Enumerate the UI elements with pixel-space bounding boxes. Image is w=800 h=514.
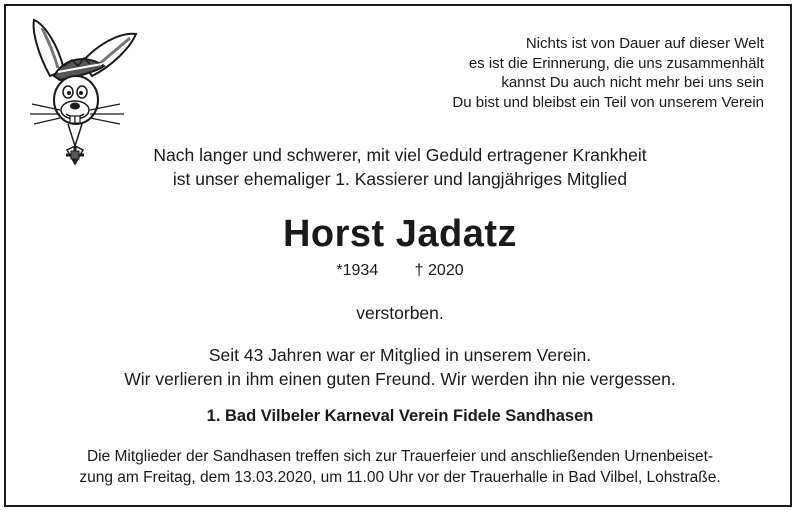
intro-line-1: Nach langer und schwerer, mit viel Geduld ertragener Krankheit: [153, 145, 647, 165]
poem-line: Du bist und bleibst ein Teil von unserem Verein: [452, 93, 764, 111]
intro-line-2: ist unser ehemaliger 1. Kassierer und langjähriges Mitglied: [172, 169, 628, 189]
notice-line-2: zung am Freitag, dem 13.03.2020, um 11.00 Uhr vor der Trauerhalle in Bad Vilbel, Lohstraße.: [79, 469, 721, 486]
club-name: 1. Bad Vilbeler Karneval Verein Fidele Sandhasen: [206, 407, 594, 425]
poem: [344, 34, 764, 112]
birth-year: *1934: [336, 262, 379, 279]
poem-line: Nichts ist von Dauer auf dieser Welt: [525, 35, 764, 52]
tribute-line-1: Seit 43 Jahren war er Mitglied in unserem Verein.: [208, 345, 592, 365]
notice-line-1: Die Mitglieder der Sandhasen treffen sich zur Trauerfeier und anschließenden Urnenbeiset-: [86, 448, 714, 465]
deceased-name: Horst Jadatz: [282, 213, 518, 255]
intro-text: [0, 143, 800, 191]
death-year: † 2020: [414, 262, 464, 279]
poem-line: es ist die Erinnerung, die uns zusammenhält: [468, 54, 764, 72]
tribute-line-2: Wir verlieren in ihm einen guten Freund. Wir werden ihn nie vergessen.: [124, 369, 676, 389]
funeral-notice: [0, 446, 800, 488]
status-text: verstorben.: [356, 303, 444, 323]
life-dates: [0, 261, 800, 281]
poem-line: kannst Du auch nicht mehr bei uns sein: [501, 74, 764, 92]
tribute-text: [0, 343, 800, 391]
